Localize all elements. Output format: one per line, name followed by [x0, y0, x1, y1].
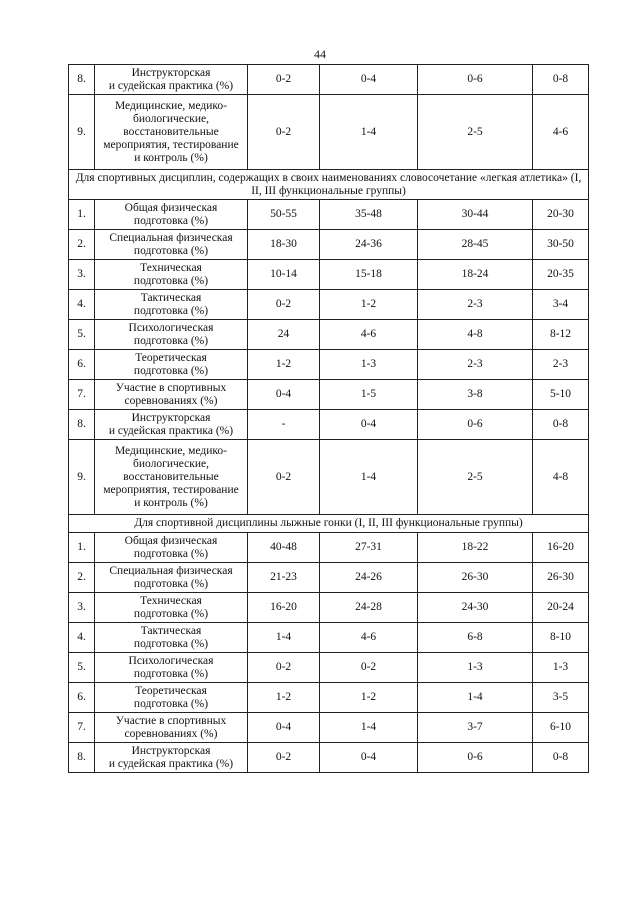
- training-type-name: Специальная физическая подготовка (%): [95, 230, 248, 260]
- stage-4-value: 3-5: [533, 683, 589, 713]
- stage-2-value: 1-4: [320, 713, 418, 743]
- stage-1-value: 0-2: [248, 653, 320, 683]
- stage-3-value: 2-3: [418, 350, 533, 380]
- stage-3-value: 6-8: [418, 623, 533, 653]
- row-number: 1.: [69, 200, 95, 230]
- training-type-name: Инструкторская и судейская практика (%): [95, 410, 248, 440]
- stage-2-value: 1-3: [320, 350, 418, 380]
- stage-3-value: 26-30: [418, 563, 533, 593]
- stage-4-value: 6-10: [533, 713, 589, 743]
- table-row: [69, 623, 589, 653]
- stage-4-value: 20-24: [533, 593, 589, 623]
- stage-3-value: 1-4: [418, 683, 533, 713]
- stage-3-value: 3-8: [418, 380, 533, 410]
- stage-1-value: 1-2: [248, 350, 320, 380]
- table-row: [69, 683, 589, 713]
- training-type-name: Медицинские, медико- биологические, восстановительные мероприятия, тестирование и контроль (%): [95, 95, 248, 170]
- row-number: 2.: [69, 563, 95, 593]
- row-number: 2.: [69, 230, 95, 260]
- training-type-name: Тактическая подготовка (%): [95, 623, 248, 653]
- stage-2-value: 0-4: [320, 743, 418, 773]
- stage-3-value: 0-6: [418, 410, 533, 440]
- table-row: [69, 410, 589, 440]
- training-type-name: Медицинские, медико- биологические, восстановительные мероприятия, тестирование и контроль (%): [95, 440, 248, 515]
- table-row: [69, 320, 589, 350]
- stage-1-value: 0-2: [248, 95, 320, 170]
- stage-4-value: 4-6: [533, 95, 589, 170]
- stage-3-value: 24-30: [418, 593, 533, 623]
- training-type-name: Специальная физическая подготовка (%): [95, 563, 248, 593]
- stage-3-value: 18-24: [418, 260, 533, 290]
- row-number: 4.: [69, 290, 95, 320]
- stage-2-value: 4-6: [320, 320, 418, 350]
- stage-2-value: 1-2: [320, 290, 418, 320]
- stage-2-value: 1-4: [320, 440, 418, 515]
- training-type-name: Техническая подготовка (%): [95, 593, 248, 623]
- row-number: 3.: [69, 593, 95, 623]
- stage-3-value: 2-5: [418, 440, 533, 515]
- stage-1-value: 18-30: [248, 230, 320, 260]
- table-body: [69, 65, 589, 773]
- stage-3-value: 18-22: [418, 533, 533, 563]
- stage-4-value: 20-35: [533, 260, 589, 290]
- stage-3-value: 1-3: [418, 653, 533, 683]
- stage-2-value: 24-28: [320, 593, 418, 623]
- stage-1-value: 0-2: [248, 290, 320, 320]
- row-number: 9.: [69, 440, 95, 515]
- stage-2-value: 27-31: [320, 533, 418, 563]
- training-type-name: Теоретическая подготовка (%): [95, 683, 248, 713]
- stage-4-value: 16-20: [533, 533, 589, 563]
- stage-1-value: 0-2: [248, 743, 320, 773]
- row-number: 5.: [69, 653, 95, 683]
- stage-1-value: 10-14: [248, 260, 320, 290]
- stage-4-value: 4-8: [533, 440, 589, 515]
- stage-1-value: 1-2: [248, 683, 320, 713]
- stage-1-value: -: [248, 410, 320, 440]
- training-structure-table: [68, 64, 589, 773]
- stage-2-value: 1-2: [320, 683, 418, 713]
- stage-3-value: 0-6: [418, 743, 533, 773]
- stage-1-value: 40-48: [248, 533, 320, 563]
- table-row: [69, 593, 589, 623]
- row-number: 8.: [69, 410, 95, 440]
- stage-1-value: 0-4: [248, 380, 320, 410]
- stage-4-value: 26-30: [533, 563, 589, 593]
- table-row: [69, 200, 589, 230]
- stage-1-value: 50-55: [248, 200, 320, 230]
- table-row: [69, 350, 589, 380]
- stage-2-value: 1-5: [320, 380, 418, 410]
- stage-4-value: 30-50: [533, 230, 589, 260]
- stage-2-value: 35-48: [320, 200, 418, 230]
- row-number: 8.: [69, 743, 95, 773]
- table-row: [69, 65, 589, 95]
- training-type-name: Инструкторская и судейская практика (%): [95, 65, 248, 95]
- stage-1-value: 1-4: [248, 623, 320, 653]
- training-type-name: Психологическая подготовка (%): [95, 653, 248, 683]
- row-number: 4.: [69, 623, 95, 653]
- row-number: 6.: [69, 683, 95, 713]
- table-row: [69, 563, 589, 593]
- row-number: 5.: [69, 320, 95, 350]
- stage-4-value: 1-3: [533, 653, 589, 683]
- stage-2-value: 24-36: [320, 230, 418, 260]
- table-row: [69, 533, 589, 563]
- stage-4-value: 5-10: [533, 380, 589, 410]
- training-type-name: Теоретическая подготовка (%): [95, 350, 248, 380]
- training-type-name: Общая физическая подготовка (%): [95, 200, 248, 230]
- stage-1-value: 0-2: [248, 440, 320, 515]
- row-number: 3.: [69, 260, 95, 290]
- section-header-row: [69, 170, 589, 200]
- stage-2-value: 0-4: [320, 65, 418, 95]
- stage-2-value: 0-2: [320, 653, 418, 683]
- row-number: 1.: [69, 533, 95, 563]
- stage-4-value: 8-12: [533, 320, 589, 350]
- stage-4-value: 3-4: [533, 290, 589, 320]
- stage-1-value: 16-20: [248, 593, 320, 623]
- table-row: [69, 380, 589, 410]
- stage-4-value: 0-8: [533, 743, 589, 773]
- training-type-name: Инструкторская и судейская практика (%): [95, 743, 248, 773]
- stage-4-value: 0-8: [533, 65, 589, 95]
- page-number: 44: [314, 47, 326, 61]
- training-type-name: Психологическая подготовка (%): [95, 320, 248, 350]
- training-type-name: Участие в спортивных соревнованиях (%): [95, 380, 248, 410]
- stage-2-value: 4-6: [320, 623, 418, 653]
- stage-3-value: 0-6: [418, 65, 533, 95]
- stage-3-value: 2-3: [418, 290, 533, 320]
- row-number: 8.: [69, 65, 95, 95]
- training-type-name: Участие в спортивных соревнованиях (%): [95, 713, 248, 743]
- table-row: [69, 230, 589, 260]
- stage-3-value: 30-44: [418, 200, 533, 230]
- table-row: [69, 290, 589, 320]
- stage-4-value: 8-10: [533, 623, 589, 653]
- stage-1-value: 24: [248, 320, 320, 350]
- table-row: [69, 95, 589, 170]
- row-number: 7.: [69, 380, 95, 410]
- stage-1-value: 21-23: [248, 563, 320, 593]
- table-row: [69, 440, 589, 515]
- training-type-name: Техническая подготовка (%): [95, 260, 248, 290]
- row-number: 7.: [69, 713, 95, 743]
- stage-2-value: 1-4: [320, 95, 418, 170]
- stage-2-value: 15-18: [320, 260, 418, 290]
- stage-3-value: 2-5: [418, 95, 533, 170]
- training-type-name: Тактическая подготовка (%): [95, 290, 248, 320]
- training-type-name: Общая физическая подготовка (%): [95, 533, 248, 563]
- stage-4-value: 0-8: [533, 410, 589, 440]
- stage-3-value: 28-45: [418, 230, 533, 260]
- section-title: Для спортивных дисциплин, содержащих в своих наименованиях словосочетание «легкая атлетика» (I, II, III функциональные группы): [69, 170, 589, 200]
- stage-2-value: 0-4: [320, 410, 418, 440]
- table-row: [69, 653, 589, 683]
- stage-4-value: 2-3: [533, 350, 589, 380]
- stage-1-value: 0-2: [248, 65, 320, 95]
- section-header-row: [69, 515, 589, 533]
- row-number: 6.: [69, 350, 95, 380]
- stage-4-value: 20-30: [533, 200, 589, 230]
- stage-3-value: 4-8: [418, 320, 533, 350]
- stage-3-value: 3-7: [418, 713, 533, 743]
- table-row: [69, 260, 589, 290]
- section-title: Для спортивной дисциплины лыжные гонки (I, II, III функциональные группы): [69, 515, 589, 533]
- stage-2-value: 24-26: [320, 563, 418, 593]
- table-row: [69, 743, 589, 773]
- table-row: [69, 713, 589, 743]
- stage-1-value: 0-4: [248, 713, 320, 743]
- row-number: 9.: [69, 95, 95, 170]
